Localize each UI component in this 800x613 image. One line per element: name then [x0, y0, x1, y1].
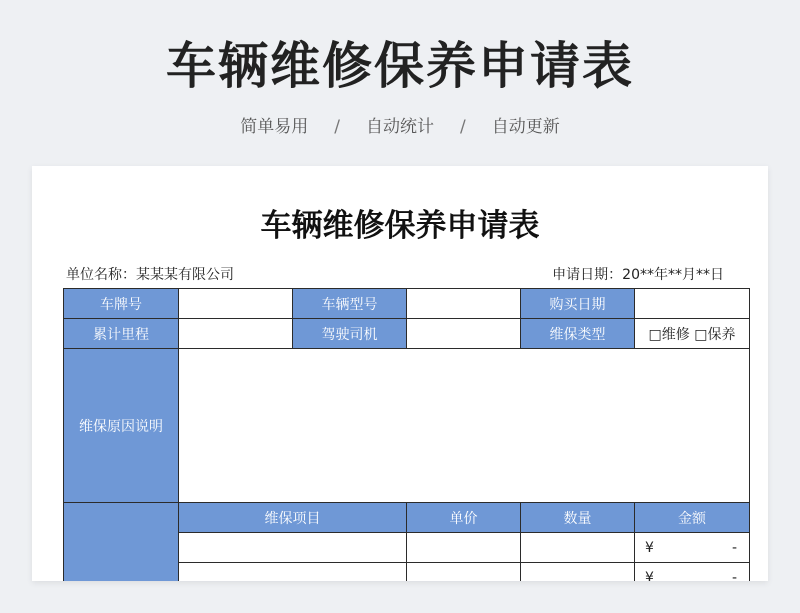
items-header-row [64, 503, 750, 533]
form-row-vehicle [64, 289, 750, 319]
driver-label: 驾驶司机 [293, 319, 407, 349]
model-input[interactable] [407, 289, 521, 319]
unit-name: 单位名称：某某某有限公司 [66, 267, 234, 283]
reason-input[interactable] [179, 349, 750, 503]
request-form-table [63, 288, 750, 581]
amount-column-header: 金额 [635, 503, 750, 533]
qty-cell[interactable] [521, 533, 635, 563]
plate-label: 车牌号 [64, 289, 179, 319]
mileage-label: 累计里程 [64, 319, 179, 349]
purchase-date-input[interactable] [635, 289, 750, 319]
tagline [0, 112, 800, 137]
amount-cell [635, 563, 750, 582]
apply-date: 申请日期：20**年**月**日 [552, 267, 724, 283]
price-cell[interactable] [407, 533, 521, 563]
model-label: 车辆型号 [293, 289, 407, 319]
qty-cell[interactable] [521, 563, 635, 582]
form-sheet [32, 166, 768, 581]
items-side-cell [64, 503, 179, 582]
sheet-title: 车辆维修保养申请表 [260, 208, 540, 244]
item-column-header: 维保项目 [179, 503, 407, 533]
amount-value: - [731, 569, 737, 581]
price-column-header: 单价 [407, 503, 521, 533]
tag-auto-update: 自动更新 [491, 117, 560, 137]
reason-label: 维保原因说明 [64, 349, 179, 503]
tag-separator: / [334, 117, 340, 137]
maintenance-type-checkboxes[interactable]: □维修 □保养 [635, 319, 750, 349]
driver-input[interactable] [407, 319, 521, 349]
tag-auto-stats: 自动统计 [366, 117, 434, 137]
page-title: 车辆维修保养申请表 [166, 37, 634, 95]
plate-input[interactable] [179, 289, 293, 319]
currency-symbol: ¥ [645, 539, 654, 556]
form-row-usage [64, 319, 750, 349]
purchase-date-label: 购买日期 [521, 289, 635, 319]
tag-easy: 简单易用 [240, 117, 309, 137]
item-cell[interactable] [179, 533, 407, 563]
amount-value: - [731, 539, 737, 556]
mileage-input[interactable] [179, 319, 293, 349]
form-row-reason [64, 349, 750, 503]
item-cell[interactable] [179, 563, 407, 582]
qty-column-header: 数量 [521, 503, 635, 533]
price-cell[interactable] [407, 563, 521, 582]
tag-separator: / [460, 117, 466, 137]
maintenance-type-label: 维保类型 [521, 319, 635, 349]
amount-cell [635, 533, 750, 563]
currency-symbol: ¥ [645, 569, 654, 581]
